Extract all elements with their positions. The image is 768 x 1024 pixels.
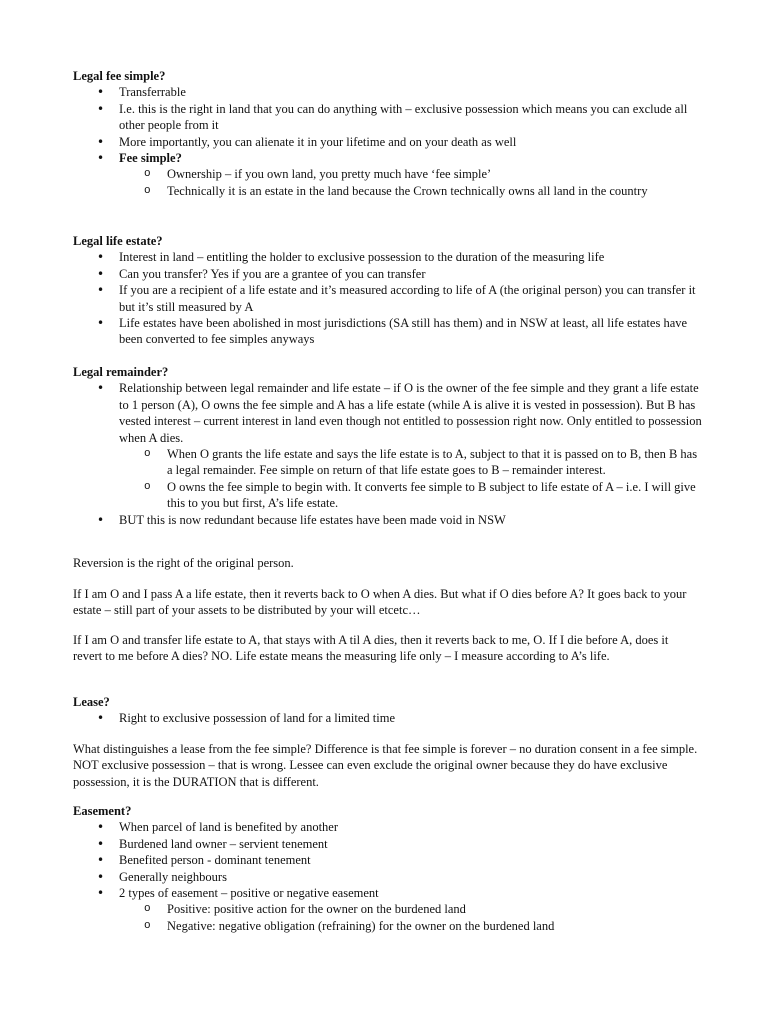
sub-list-item: o O owns the fee simple to begin with. It converts fee simple to B subject to life estate of A – i.e. I will give this to you but first, A’s life estate. [119,479,703,512]
sub-list-item: o Technically it is an estate in the land because the Crown technically owns all land in the country [119,183,703,199]
list-item: • Relationship between legal remainder and life estate – if O is the owner of the fee simple and they grant a life estate to 1 person (A), O owns the fee simple and A has a life estate (while A is alive it is vested in possession). But B has vested interest – current interest in land even though not entitled to possession right now. Only entitled to possession when A dies. [73,380,703,446]
paragraph-reversion-transfer: If I am O and transfer life estate to A, that stays with A til A dies, then it reverts back to me, O. If I die before A, does it revert to me before A dies? NO. Life estate means the measuring life only – I measure according to A’s life. [73,633,669,664]
heading-easement: Easement? [73,804,132,818]
list-item: • Transferrable [73,84,703,100]
paragraph-reversion-example: If I am O and I pass A a life estate, then it reverts back to O when A dies. But what if O dies before A? It goes back to your estate – still part of your assets to be distributed by your will etcetc… [73,587,687,618]
subheading-fee-simple: Fee simple? [119,151,182,166]
heading-remainder: Legal remainder? [73,365,169,379]
section-lease [73,694,703,727]
heading-life-estate: Legal life estate? [73,234,163,248]
list-remainder-end [73,512,703,528]
list-item: • I.e. this is the right in land that you can do anything with – exclusive possession which means you can exclude all other people from it [73,101,703,134]
list-fee-simple [73,84,703,166]
list-life-estate [73,249,703,347]
sublist-fee-simple [119,166,703,199]
section-fee-simple [73,68,703,199]
list-item: • Generally neighbours [73,869,703,885]
paragraph-reversion: Reversion is the right of the original person. [73,556,294,570]
list-easement [73,819,703,901]
list-item-fee-simple [73,150,703,166]
list-lease [73,710,703,726]
section-remainder [73,364,703,528]
heading-fee-simple: Legal fee simple? [73,69,166,83]
list-item: • BUT this is now redundant because life estates have been made void in NSW [73,512,703,528]
sub-list-item: o Ownership – if you own land, you pretty much have ‘fee simple’ [119,166,703,182]
section-easement [73,803,703,934]
list-item: • Right to exclusive possession of land for a limited time [73,710,703,726]
sub-list-item: o Negative: negative obligation (refraining) for the owner on the burdened land [119,918,703,934]
list-item: • Benefited person - dominant tenement [73,852,703,868]
sub-list-item: o Positive: positive action for the owner on the burdened land [119,901,703,917]
list-item: • Burdened land owner – servient tenement [73,836,703,852]
list-item: • Interest in land – entitling the holder to exclusive possession to the duration of the measuring life [73,249,703,265]
list-item: • More importantly, you can alienate it in your lifetime and on your death as well [73,134,703,150]
sublist-remainder [119,446,703,512]
paragraph-lease: What distinguishes a lease from the fee simple? Difference is that fee simple is forever – no duration consent in a fee simple. NOT exclusive possession – that is wrong. Lessee can even exclude the original owner because they do have exclusive possession, it is the DURATION that is different. [73,742,698,789]
list-item: • 2 types of easement – positive or negative easement [73,885,703,901]
list-item: • If you are a recipient of a life estate and it’s measured according to life of A (the original person) you can transfer it but it’s still measured by A [73,282,703,315]
heading-lease: Lease? [73,695,110,709]
sub-list-item: o When O grants the life estate and says the life estate is to A, subject to that it is passed on to B, then B has a legal remainder. Fee simple on return of that life estate goes to B – remainder interest. [119,446,703,479]
sublist-easement [119,901,703,934]
section-life-estate [73,233,703,348]
list-remainder [73,380,703,446]
list-item: • Life estates have been abolished in most jurisdictions (SA still has them) and in NSW at least, all life estates have been converted to fee simples anyways [73,315,703,348]
list-item: • When parcel of land is benefited by another [73,819,703,835]
list-item: • Can you transfer? Yes if you are a grantee of you can transfer [73,266,703,282]
